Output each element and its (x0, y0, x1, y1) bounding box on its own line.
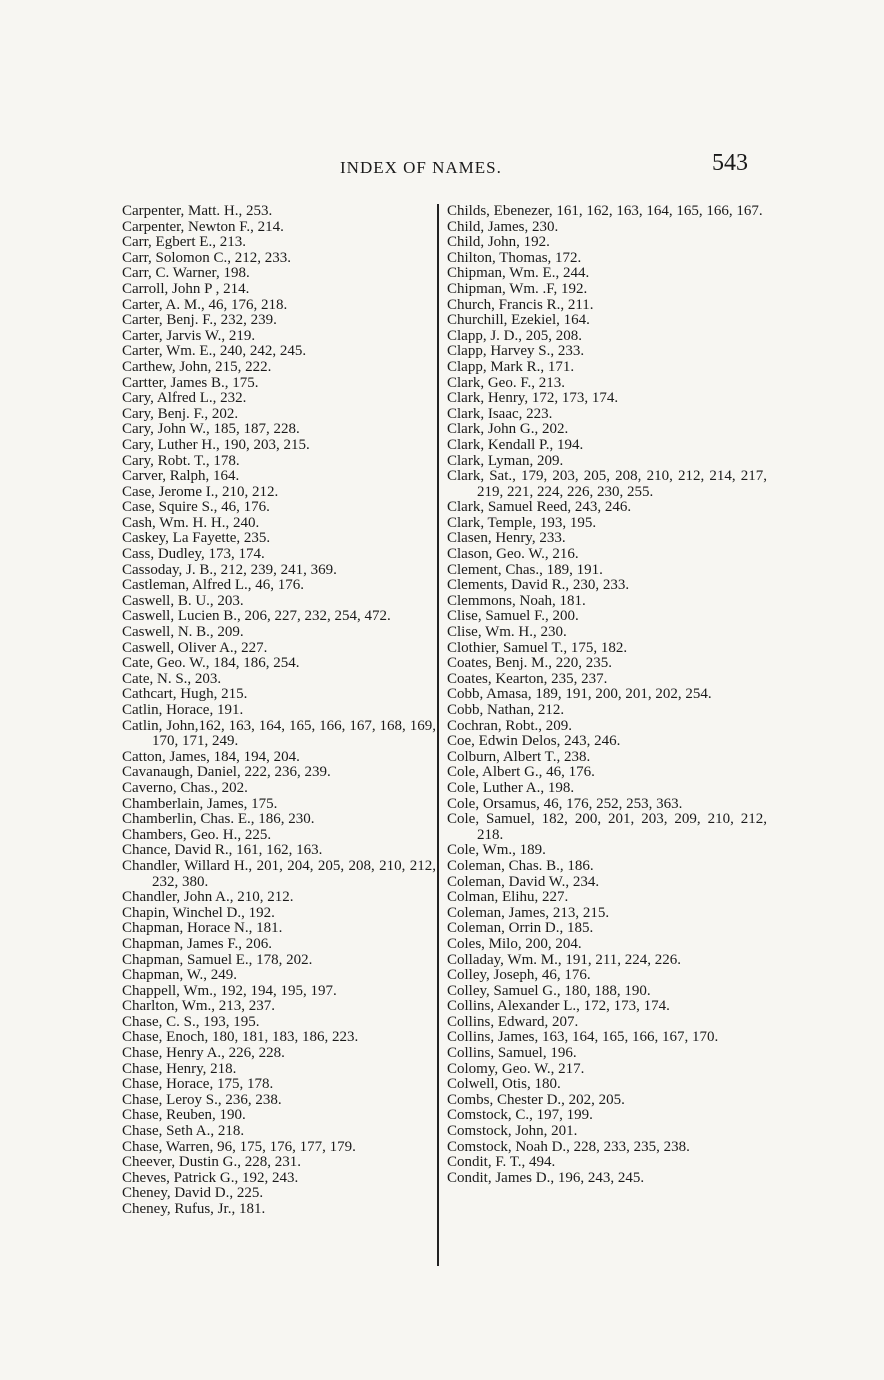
index-entry: Clement, Chas., 189, 191. (447, 561, 603, 578)
index-entry: Caswell, Oliver A., 227. (122, 639, 268, 656)
index-entry: Chipman, Wm. .F, 192. (447, 280, 588, 297)
index-entry: Chase, Henry, 218. (122, 1060, 237, 1077)
index-entry: Charlton, Wm., 213, 237. (122, 998, 276, 1015)
index-entry: Cochran, Robt., 209. (447, 717, 572, 734)
index-entry: Comstock, C., 197, 199. (447, 1107, 593, 1124)
index-entry: Clason, Geo. W., 216. (447, 546, 579, 563)
index-entry: Clark, Isaac, 223. (447, 405, 553, 422)
index-entry: Clark, Henry, 172, 173, 174. (447, 390, 619, 407)
index-entry: Catlin, Horace, 191. (122, 702, 244, 718)
index-entry: Clise, Samuel F., 200. (447, 608, 579, 625)
index-entry: Cole, Orsamus, 46, 176, 252, 253, 363. (447, 795, 683, 812)
index-entry: Colwell, Otis, 180. (447, 1076, 561, 1093)
index-entry: Chandler, John A., 210, 212. (122, 889, 294, 906)
index-entry: Case, Squire S., 46, 176. (122, 499, 270, 516)
index-entry: Carter, A. M., 46, 176, 218. (122, 296, 288, 313)
index-entry: Cash, Wm. H. H., 240. (122, 514, 260, 531)
index-entry: Coates, Benj. M., 220, 235. (447, 655, 612, 672)
index-entry: Clements, David R., 230, 233. (447, 577, 630, 594)
index-entry: Chase, Horace, 175, 178. (122, 1076, 274, 1093)
index-entry: Clapp, Harvey S., 233. (447, 343, 585, 360)
index-entry: Chase, Enoch, 180, 181, 183, 186, 223. (122, 1029, 359, 1046)
index-entry: Colburn, Albert T., 238. (447, 748, 591, 765)
index-entry: Clothier, Samuel T., 175, 182. (447, 639, 628, 656)
index-entry: Chase, C. S., 193, 195. (122, 1013, 260, 1030)
index-entry: Chapman, Horace N., 181. (122, 920, 283, 937)
index-entry: Clark, Sat., 179, 203, 205, 208, 210, 212, 214, 217, 219, 221, 224, 226, 230, 255. (447, 468, 767, 500)
index-entry: Chase, Leroy S., 236, 238. (122, 1091, 282, 1108)
index-entry: Collins, Edward, 207. (447, 1013, 579, 1030)
index-entry: Carthew, John, 215, 222. (122, 358, 272, 375)
index-entry: Carpenter, Newton F., 214. (122, 218, 284, 235)
index-entry: Cary, Robt. T., 178. (122, 452, 240, 469)
index-entry: Cary, Alfred L., 232. (122, 390, 247, 407)
index-entry: Chamberlin, Chas. E., 186, 230. (122, 811, 315, 828)
column-divider (437, 204, 439, 1266)
index-entry: Colman, Elihu, 227. (447, 889, 569, 906)
index-entry: Carter, Benj. F., 232, 239. (122, 312, 277, 329)
index-entry: Catton, James, 184, 194, 204. (122, 748, 300, 765)
index-entry: Cavanaugh, Daniel, 222, 236, 239. (122, 764, 331, 781)
index-entry: Cary, Benj. F., 202. (122, 405, 239, 422)
index-column-right (447, 204, 767, 1186)
index-entry: Caverno, Chas., 202. (122, 779, 248, 796)
index-entry: Chapin, Winchel D., 192. (122, 904, 275, 921)
page-number: 543 (712, 150, 748, 176)
index-entry: Colomy, Geo. W., 217. (447, 1060, 585, 1077)
index-entry: Coe, Edwin Delos, 243, 246. (447, 733, 621, 750)
index-entry: Clemmons, Noah, 181. (447, 592, 586, 609)
index-entry: Clark, Kendall P., 194. (447, 436, 584, 453)
index-entry: Clise, Wm. H., 230. (447, 624, 567, 641)
index-entry: Cartter, James B., 175. (122, 374, 259, 391)
index-entry: Collins, James, 163, 164, 165, 166, 167, 170. (447, 1029, 719, 1046)
index-entry: Coles, Milo, 200, 204. (447, 935, 582, 952)
page-title: INDEX OF NAMES. (340, 158, 502, 177)
index-entry: Clasen, Henry, 233. (447, 530, 566, 547)
index-entry: Church, Francis R., 211. (447, 296, 594, 313)
index-entry: Chambers, Geo. H., 225. (122, 826, 272, 843)
index-entry: Case, Jerome I., 210, 212. (122, 483, 279, 500)
index-entry: Coleman, David W., 234. (447, 873, 600, 890)
index-entry: Clapp, Mark R., 171. (447, 358, 575, 375)
index-entry: Caskey, La Fayette, 235. (122, 530, 271, 547)
index-entry: Condit, James D., 196, 243, 245. (447, 1169, 645, 1186)
index-entry: Carter, Jarvis W., 219. (122, 327, 256, 344)
index-entry: Chipman, Wm. E., 244. (447, 265, 590, 282)
index-entry: Clark, Temple, 193, 195. (447, 514, 597, 531)
index-column-left (122, 204, 436, 1218)
index-entry: Chance, David R., 161, 162, 163. (122, 842, 323, 859)
index-entry: Carver, Ralph, 164. (122, 468, 240, 485)
index-entry: Carter, Wm. E., 240, 242, 245. (122, 343, 307, 360)
index-entry: Cate, Geo. W., 184, 186, 254. (122, 655, 300, 672)
index-entry: Cobb, Amasa, 189, 191, 200, 201, 202, 254. (447, 686, 712, 703)
index-entry: Cole, Wm., 189. (447, 842, 546, 859)
index-entry: Chapman, James F., 206. (122, 935, 273, 952)
index-entry: Cassoday, J. B., 212, 239, 241, 369. (122, 561, 337, 578)
index-entry: Carr, Solomon C., 212, 233. (122, 249, 291, 266)
index-entry: Cary, Luther H., 190, 203, 215. (122, 436, 310, 453)
index-entry: Cheney, Rufus, Jr., 181. (122, 1201, 266, 1217)
index-entry: Caswell, B. U., 203. (122, 592, 244, 609)
index-entry: Coleman, James, 213, 215. (447, 904, 610, 921)
index-entry: Cole, Samuel, 182, 200, 201, 203, 209, 210, 212, 218. (447, 811, 767, 843)
index-entry: Childs, Ebenezer, 161, 162, 163, 164, 165, 166, 167. (447, 203, 763, 219)
index-entry: Cheves, Patrick G., 192, 243. (122, 1169, 299, 1186)
index-entry: Colley, Joseph, 46, 176. (447, 967, 591, 984)
index-entry: Chapman, W., 249. (122, 967, 237, 984)
index-entry: Cary, John W., 185, 187, 228. (122, 421, 300, 438)
index-entry: Catlin, John,162, 163, 164, 165, 166, 167, 168, 169, 170, 171, 249. (122, 717, 436, 750)
index-entry: Clark, Geo. F., 213. (447, 374, 565, 391)
index-entry: Caswell, N. B., 209. (122, 624, 244, 641)
index-entry: Cate, N. S., 203. (122, 670, 222, 687)
index-entry: Carr, Egbert E., 213. (122, 234, 246, 251)
index-entry: Collins, Samuel, 196. (447, 1045, 577, 1062)
index-entry: Clapp, J. D., 205, 208. (447, 327, 582, 344)
index-entry: Child, John, 192. (447, 234, 550, 251)
index-entry: Chapman, Samuel E., 178, 202. (122, 951, 313, 968)
index-entry: Chase, Warren, 96, 175, 176, 177, 179. (122, 1138, 356, 1155)
index-entry: Caswell, Lucien B., 206, 227, 232, 254, 472. (122, 608, 391, 625)
index-entry: Carroll, John P , 214. (122, 280, 250, 297)
index-entry: Condit, F. T., 494. (447, 1154, 556, 1171)
index-entry: Chandler, Willard H., 201, 204, 205, 208, 210, 212, 232, 380. (122, 857, 436, 890)
index-entry: Colley, Samuel G., 180, 188, 190. (447, 982, 651, 999)
index-entry: Coleman, Orrin D., 185. (447, 920, 594, 937)
index-entry: Coleman, Chas. B., 186. (447, 857, 594, 874)
index-entry: Chase, Henry A., 226, 228. (122, 1045, 285, 1062)
index-entry: Chappell, Wm., 192, 194, 195, 197. (122, 982, 337, 999)
index-entry: Carr, C. Warner, 198. (122, 265, 250, 282)
index-entry: Churchill, Ezekiel, 164. (447, 312, 590, 329)
index-entry: Cass, Dudley, 173, 174. (122, 546, 265, 563)
index-entry: Chamberlain, James, 175. (122, 795, 278, 812)
index-entry: Chase, Seth A., 218. (122, 1123, 245, 1140)
index-entry: Clark, John G., 202. (447, 421, 569, 438)
index-entry: Comstock, John, 201. (447, 1123, 578, 1140)
index-entry: Cole, Albert G., 46, 176. (447, 764, 595, 781)
index-entry: Cole, Luther A., 198. (447, 779, 575, 796)
index-entry: Clark, Samuel Reed, 243, 246. (447, 499, 632, 516)
index-entry: Castleman, Alfred L., 46, 176. (122, 577, 305, 594)
index-entry: Collins, Alexander L., 172, 173, 174. (447, 998, 670, 1015)
index-entry: Cheever, Dustin G., 228, 231. (122, 1154, 301, 1171)
index-entry: Colladay, Wm. M., 191, 211, 224, 226. (447, 951, 682, 968)
index-entry: Carpenter, Matt. H., 253. (122, 203, 273, 219)
index-entry: Cathcart, Hugh, 215. (122, 686, 248, 703)
index-entry: Clark, Lyman, 209. (447, 452, 564, 469)
index-entry: Cheney, David D., 225. (122, 1185, 264, 1202)
index-entry: Comstock, Noah D., 228, 233, 235, 238. (447, 1138, 690, 1155)
index-entry: Coates, Kearton, 235, 237. (447, 670, 608, 687)
index-entry: Cobb, Nathan, 212. (447, 702, 565, 718)
page-header (0, 150, 884, 186)
index-entry: Chilton, Thomas, 172. (447, 249, 582, 266)
index-entry: Combs, Chester D., 202, 205. (447, 1091, 625, 1108)
index-entry: Chase, Reuben, 190. (122, 1107, 246, 1124)
index-entry: Child, James, 230. (447, 218, 559, 235)
